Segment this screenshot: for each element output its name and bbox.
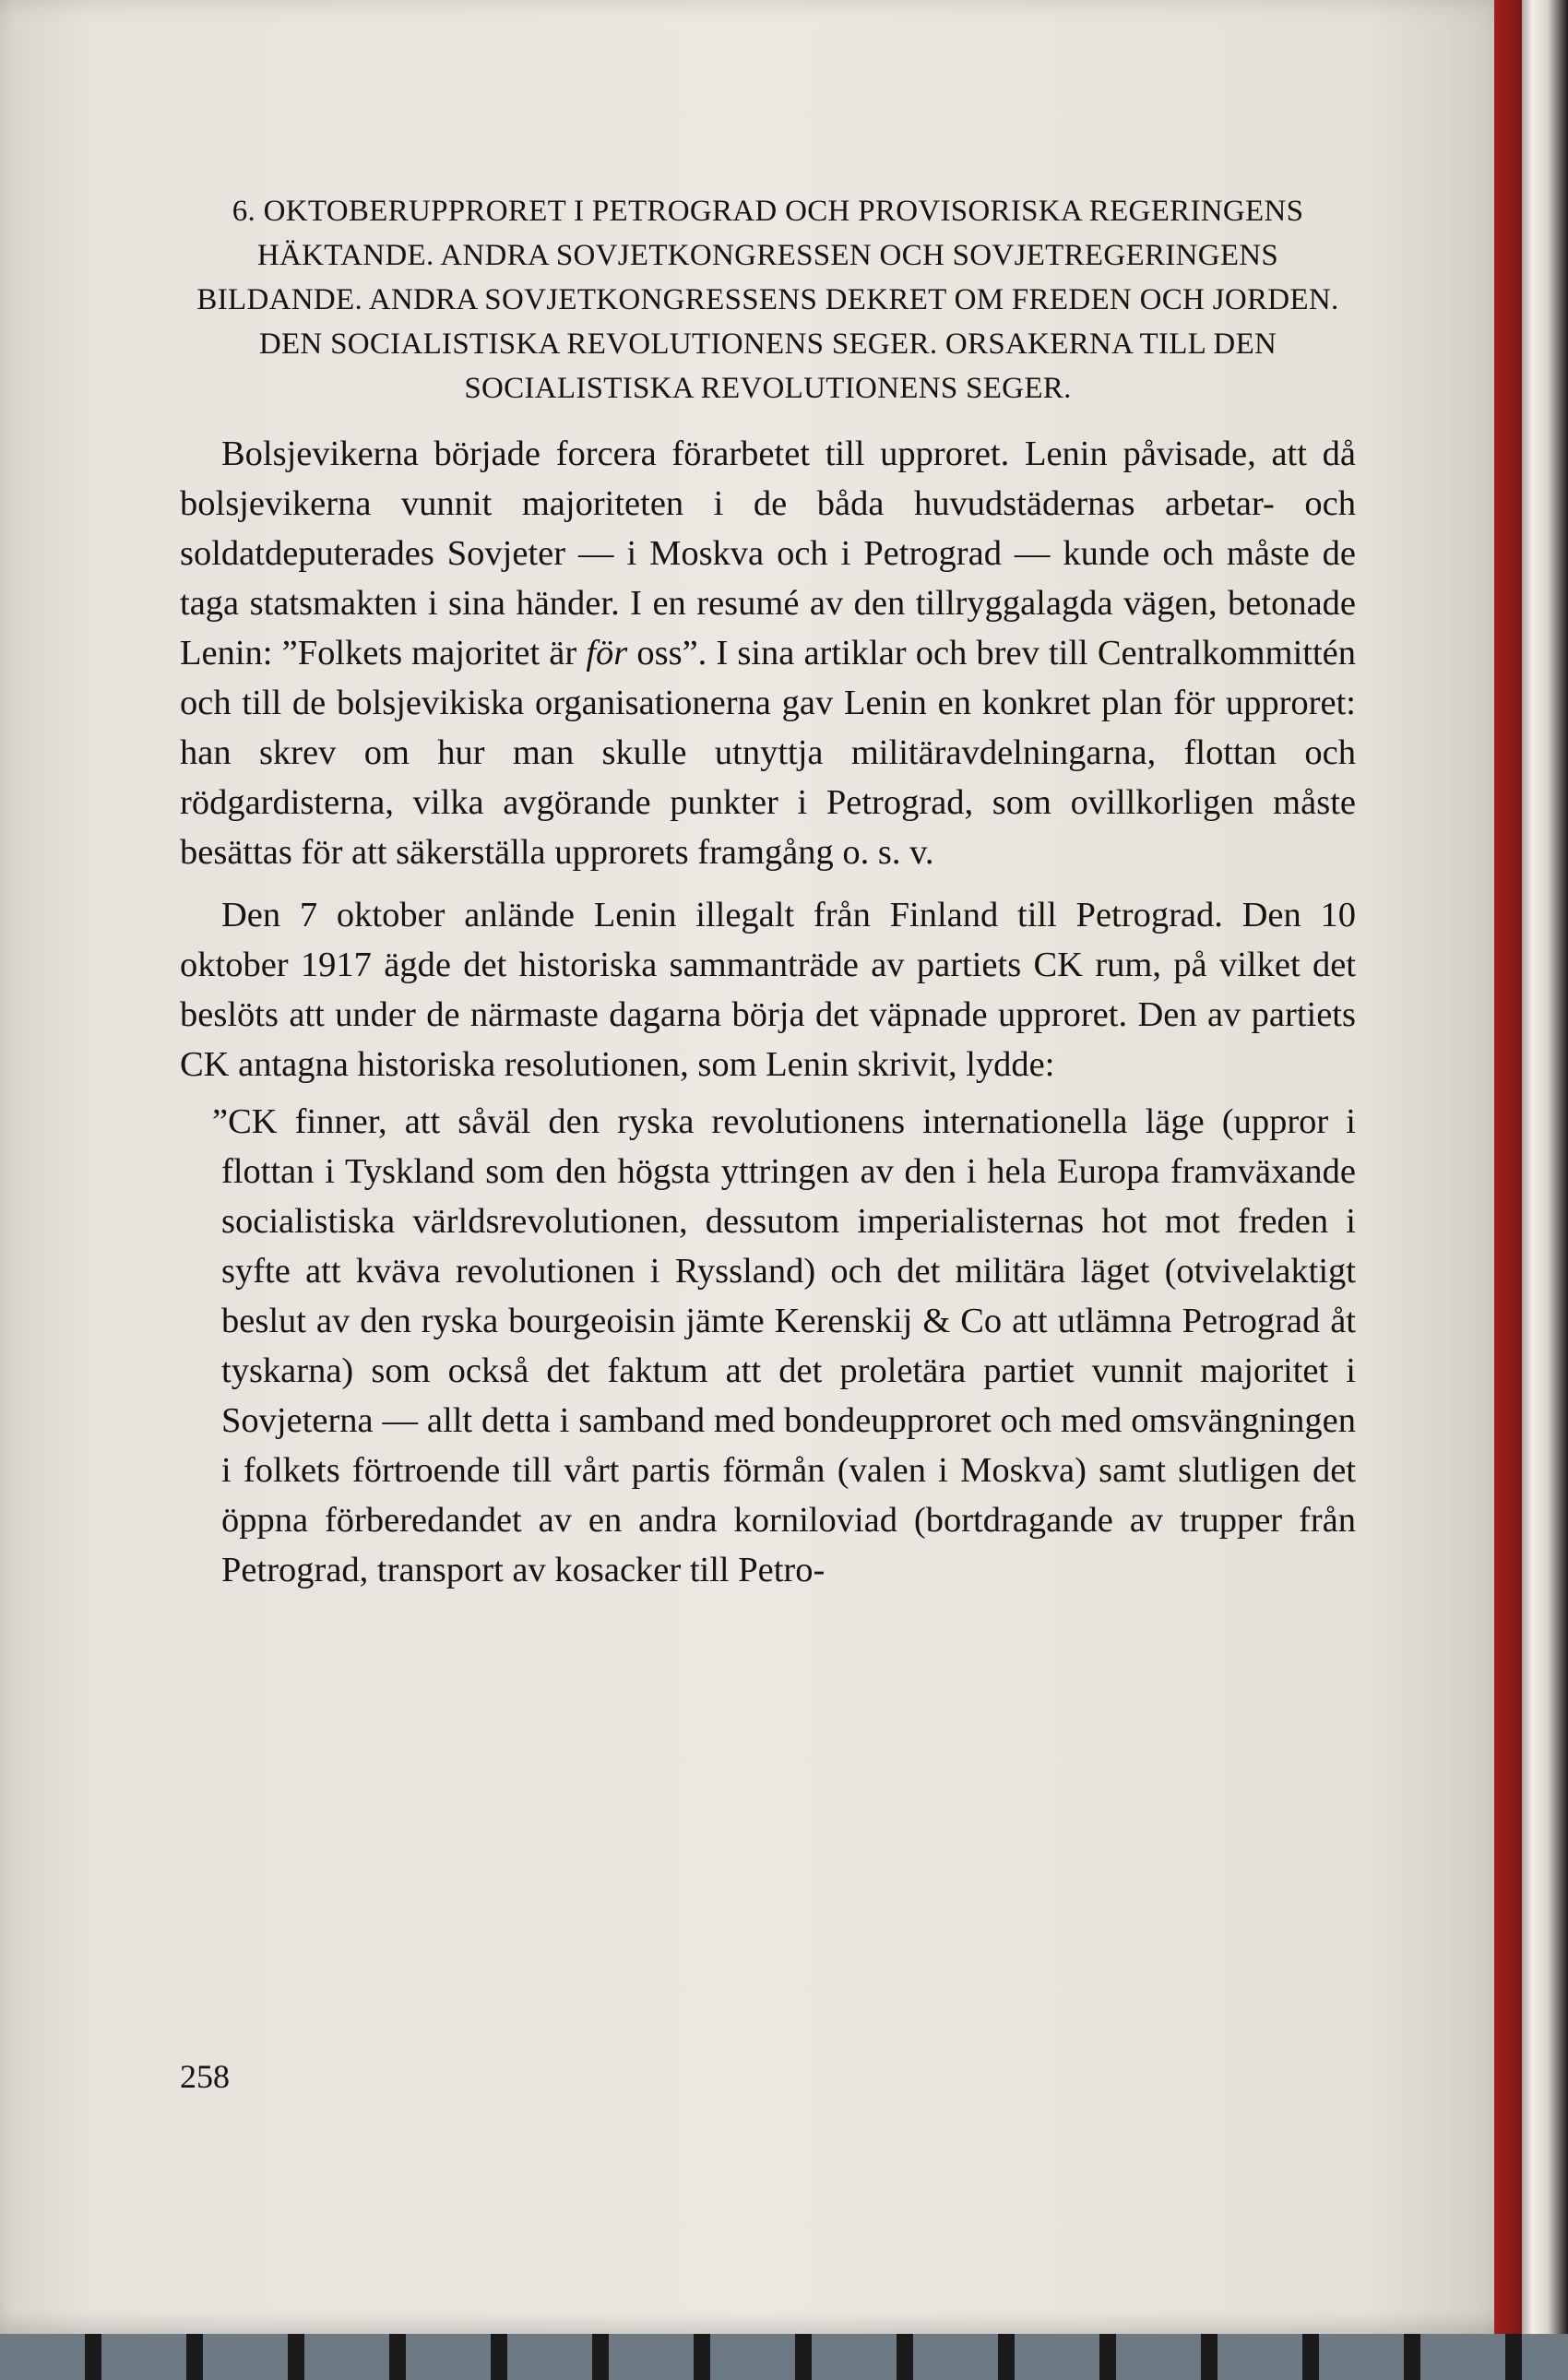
paragraph-1-emphasis: för <box>586 634 628 672</box>
paragraph-1-text-b: oss”. I sina artiklar och brev till Centralkommittén och till de bolsjevikiska organisationerna gav Lenin en konkret plan för upproret: han skrev om hur man skulle utnyttja militäravdelningarna, flottan och rödgardisterna, vilka avgörande punkter i Petrograd, som ovillkorligen måste besättas för att säkerställa upprorets framgång o. s. v. <box>180 634 1356 872</box>
chapter-heading: 6. OKTOBERUPPRORET I PETROGRAD OCH PROVISORISKA REGERINGENS HÄKTANDE. ANDRA SOVJETKONGRESSEN OCH SOVJETREGERINGENS BILDANDE. ANDRA SOVJETKONGRESSENS DEKRET OM FREDEN OCH JORDEN. DEN SOCIALISTISKA REVOLUTIONENS SEGER. ORSAKERNA TILL DEN SOCIALISTISKA REVOLUTIONENS SEGER. <box>196 195 1339 405</box>
paragraph-1-text-a: Bolsjevikerna började forcera förarbetet till upproret. Lenin påvisade, att då bolsjevikerna vunnit majoriteten i de båda huvudstädernas arbetar- och soldatdeputerades Sovjeter — i Moskva och i Petrograd — kunde och måste de taga statsmakten i sina händer. I en resumé av den tillryggalagda vägen, betonade Lenin: ”Folkets majoritet är <box>180 434 1356 672</box>
paragraph-1 <box>180 429 1356 877</box>
resolution-quote: ”CK finner, att såväl den ryska revolutionens internationella läge (uppror i flottan i Tyskland som den högsta yttringen av den i hela Europa framväxande socialistiska världsrevolutionen, dessutom imperialisternas hot mot freden i syfte att kväva revolutionen i Ryssland) och det militära läget (otvivelaktigt beslut av den ryska bourgeoisin jämte Kerenskij & Co att utlämna Petrograd åt tyskarna) som också det faktum att det proletära partiet vunnit majoritet i Sovjeterna — allt detta i samband med bondeupproret och med omsvängningen i folkets förtroende till vårt partis förmån (valen i Moskva) samt slutligen det öppna förberedandet av en andra korniloviad (bortdragande av trupper från Petrograd, transport av kosacker till Petro- <box>212 1102 1356 1589</box>
page-number: 258 <box>180 2058 230 2095</box>
paragraph-2: Den 7 oktober anlände Lenin illegalt från Finland till Petrograd. Den 10 oktober 1917 ägde det historiska sammanträde av partiets CK rum, på vilket det beslöts att under de närmaste dagarna börja det väpnade upproret. Den av partiets CK antagna historiska resolutionen, som Lenin skrivit, lydde: <box>180 896 1356 1084</box>
page-content <box>180 189 1356 1595</box>
book-cover-edge <box>1494 0 1522 2334</box>
book-edge <box>1517 0 1568 2380</box>
scale-ruler <box>0 2334 1568 2380</box>
